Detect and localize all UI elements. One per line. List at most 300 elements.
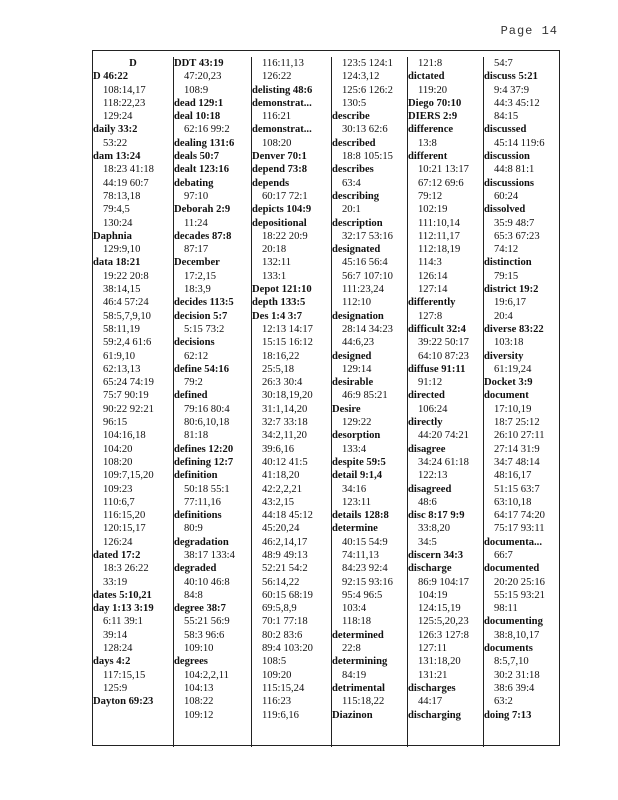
index-term: distinction: [484, 257, 532, 269]
index-page-ref: 62:16 99:2: [184, 124, 230, 136]
index-page-ref: 122:13: [418, 470, 448, 482]
index-term: deals 50:7: [174, 151, 220, 163]
index-page-ref: 108:9: [184, 84, 209, 96]
index-term: day 1:13 3:19: [93, 603, 154, 615]
index-column-2: [173, 57, 251, 747]
index-term: Deborah 2:9: [174, 204, 231, 216]
index-page-ref: 104:20: [103, 443, 133, 455]
index-page-ref: 38:6 39:4: [494, 682, 535, 694]
index-page-ref: 65:3 67:23: [494, 230, 540, 242]
index-term: details 128:8: [332, 510, 389, 522]
index-page-ref: 102:19: [418, 204, 448, 216]
index-page-ref: 55:15 93:21: [494, 589, 545, 601]
index-page-ref: 28:14 34:23: [342, 323, 393, 335]
index-term: district 19:2: [484, 284, 539, 296]
index-page-ref: 130:24: [103, 217, 133, 229]
index-page-ref: 103:18: [494, 337, 524, 349]
index-page-ref: 79:2: [184, 377, 203, 389]
index-page-ref: 109:20: [262, 669, 292, 681]
index-term: discussion: [484, 151, 530, 163]
index-page-ref: 111:23,24: [342, 284, 384, 296]
index-page-ref: 33:19: [103, 576, 128, 588]
index-term: definition: [174, 470, 218, 482]
index-page-ref: 15:15 16:12: [262, 337, 313, 349]
index-term: December: [174, 257, 220, 269]
index-page-ref: 59:2,4 61:6: [103, 337, 152, 349]
index-page-ref: 58:11,19: [103, 323, 140, 335]
index-page-ref: 60:24: [494, 190, 519, 202]
index-page-ref: 18:23 41:18: [103, 164, 154, 176]
index-page-ref: 54:7: [494, 58, 513, 69]
index-page-ref: 34:7 48:14: [494, 456, 540, 468]
index-page-ref: 128:24: [103, 643, 133, 655]
index-term: define 54:16: [174, 363, 230, 375]
index-page-ref: 63:2: [494, 696, 513, 708]
index-page-ref: 20:20 25:16: [494, 576, 545, 588]
index-page-ref: 18:16,22: [262, 350, 300, 362]
index-page-ref: 87:17: [184, 244, 209, 256]
index-page-ref: 127:14: [418, 284, 448, 296]
index-term: decides 113:5: [174, 297, 234, 309]
index-term: despite 59:5: [332, 456, 386, 468]
index-page-ref: 119:6,16: [262, 709, 299, 721]
index-page-ref: 41:18,20: [262, 470, 300, 482]
index-term: degraded: [174, 563, 217, 575]
index-page-ref: 46:4 57:24: [103, 297, 149, 309]
index-term: discuss 5:21: [484, 71, 538, 83]
index-term: disc 8:17 9:9: [408, 510, 465, 522]
index-term: different: [408, 151, 448, 163]
index-page-ref: 104:13: [184, 682, 214, 694]
index-page-ref: 117:15,15: [103, 669, 146, 681]
index-page-ref: 5:15 73:2: [184, 323, 225, 335]
index-page-ref: 10:21 13:17: [418, 164, 469, 176]
index-term: diffuse 91:11: [408, 363, 466, 375]
index-page-ref: 108:22: [184, 696, 214, 708]
index-term: discussions: [484, 177, 535, 189]
index-term: designed: [332, 350, 372, 362]
index-page-ref: 48:6: [418, 496, 437, 508]
index-term: depend 73:8: [252, 164, 308, 176]
index-page-ref: 75:7 90:19: [103, 390, 149, 402]
index-term: directed: [408, 390, 445, 402]
index-page-ref: 12:13 14:17: [262, 323, 313, 335]
index-term: desorption: [332, 430, 381, 442]
index-page-ref: 131:18,20: [418, 656, 461, 668]
index-page-ref: 79:12: [418, 190, 443, 202]
index-page-ref: 109:7,15,20: [103, 470, 154, 482]
index-page-ref: 112:11,17: [418, 230, 460, 242]
index-page-ref: 120:15,17: [103, 523, 146, 535]
index-page-ref: 116:21: [262, 111, 292, 123]
index-page-ref: 80:9: [184, 523, 203, 535]
index-page-ref: 131:21: [418, 669, 448, 681]
index-page-ref: 89:4 103:20: [262, 643, 313, 655]
index-page-ref: 127:11: [418, 643, 448, 655]
index-page-ref: 46:2,14,17: [262, 536, 308, 548]
index-term: describe: [332, 111, 370, 123]
index-page-ref: 69:5,8,9: [262, 603, 297, 615]
index-term: discussed: [484, 124, 527, 136]
index-page-ref: 38:17 133:4: [184, 549, 235, 561]
index-page-ref: 109:12: [184, 709, 214, 721]
index-page-ref: 115:15,24: [262, 682, 305, 694]
index-page-ref: 103:4: [342, 603, 367, 615]
index-page-ref: 20:18: [262, 244, 287, 256]
index-page-ref: 108:20: [262, 137, 292, 149]
index-column-1: [93, 57, 173, 747]
index-page-ref: 77:11,16: [184, 496, 221, 508]
index-page-ref: 66:7: [494, 549, 513, 561]
index-term: dates 5:10,21: [93, 589, 152, 601]
index-page-ref: 61:19,24: [494, 363, 532, 375]
index-page-ref: 45:20,24: [262, 523, 300, 535]
index-term: Diazinon: [332, 709, 373, 721]
index-term: designation: [332, 310, 384, 322]
index-term: depicts 104:9: [252, 204, 312, 216]
index-term: desirable: [332, 377, 374, 389]
index-page-ref: 119:20: [418, 84, 448, 96]
index-page-ref: 92:15 93:16: [342, 576, 393, 588]
index-page-ref: 6:11 39:1: [103, 616, 143, 628]
index-page-ref: 19:22 20:8: [103, 270, 149, 282]
index-page-ref: 129:9,10: [103, 244, 141, 256]
index-page-ref: 132:11: [262, 257, 292, 269]
index-page-ref: 34:2,11,20: [262, 430, 307, 442]
index-term: delisting 48:6: [252, 84, 313, 96]
index-term: Dayton 69:23: [93, 696, 154, 708]
index-page-ref: 44:17: [418, 696, 443, 708]
index-page-ref: 30:13 62:6: [342, 124, 388, 136]
index-page-ref: 118:18: [342, 616, 372, 628]
index-term: decision 5:7: [174, 310, 228, 322]
index-term: disagree: [408, 443, 446, 455]
index-page-ref: 116:11,13: [262, 58, 304, 69]
index-page-ref: 109:10: [184, 643, 214, 655]
index-term: documenting: [484, 616, 543, 628]
index-term: difficult 32:4: [408, 323, 466, 335]
index-term: diverse 83:22: [484, 323, 544, 335]
index-page-ref: 38:14,15: [103, 284, 141, 296]
index-page-ref: 34:24 61:18: [418, 456, 469, 468]
index-term: decades 87:8: [174, 230, 232, 242]
index-term: depth 133:5: [252, 297, 306, 309]
index-term: defining 12:7: [174, 456, 234, 468]
index-page-ref: 97:10: [184, 190, 209, 202]
index-page-ref: 129:14: [342, 363, 372, 375]
index-page-ref: 91:12: [418, 377, 443, 389]
index-page-ref: 126:14: [418, 270, 448, 282]
index-term: determining: [332, 656, 388, 668]
index-term: designated: [332, 244, 381, 256]
index-page-ref: 109:23: [103, 483, 133, 495]
index-term: DDT 43:19: [174, 58, 224, 69]
index-page-ref: 18:7 25:12: [494, 417, 540, 429]
index-page-ref: 79:15: [494, 270, 519, 282]
index-term: described: [332, 137, 376, 149]
index-page-ref: 106:24: [418, 403, 448, 415]
index-page-ref: 84:19: [342, 669, 367, 681]
index-page-ref: 62:13,13: [103, 363, 141, 375]
index-page-ref: 25:5,18: [262, 363, 295, 375]
index-term: documents: [484, 643, 533, 655]
index-page-ref: 60:17 72:1: [262, 190, 308, 202]
index-term: dead 129:1: [174, 97, 224, 109]
index-page-ref: 90:22 92:21: [103, 403, 154, 415]
index-term: D 46:22: [93, 71, 129, 83]
index-page-ref: 80:6,10,18: [184, 417, 230, 429]
index-page-ref: 44:6,23: [342, 337, 375, 349]
index-page-ref: 20:1: [342, 204, 361, 216]
index-page-ref: 111:10,14: [418, 217, 460, 229]
index-page-ref: 18:3 26:22: [103, 563, 149, 575]
index-page-ref: 39:22 50:17: [418, 337, 469, 349]
index-page-ref: 47:20,23: [184, 71, 222, 83]
index-term: demonstrat...: [252, 97, 312, 109]
index-column-4: [331, 57, 407, 747]
index-term: detrimental: [332, 682, 385, 694]
index-page-ref: 48:16,17: [494, 470, 532, 482]
index-page-ref: 108:14,17: [103, 84, 146, 96]
index-page-ref: 74:12: [494, 244, 519, 256]
index-page-ref: 35:9 48:7: [494, 217, 535, 229]
index-page-ref: 18:22 20:9: [262, 230, 308, 242]
index-page-ref: 116:23: [262, 696, 292, 708]
index-page-ref: 44:18 45:12: [262, 510, 313, 522]
index-page-ref: 32:17 53:16: [342, 230, 393, 242]
index-term: discharges: [408, 682, 456, 694]
index-term: demonstrat...: [252, 124, 312, 136]
index-term: debating: [174, 177, 214, 189]
index-page-ref: 33:8,20: [418, 523, 451, 535]
index-term: degradation: [174, 536, 229, 548]
index-term: degrees: [174, 656, 208, 668]
index-term: dissolved: [484, 204, 526, 216]
index-page-ref: 26:3 30:4: [262, 377, 303, 389]
index-page-ref: 126:24: [103, 536, 133, 548]
index-page-ref: 18:3,9: [184, 284, 211, 296]
index-page-ref: 78:13,18: [103, 190, 141, 202]
index-page-ref: 70:1 77:18: [262, 616, 308, 628]
index-term: DIERS 2:9: [408, 111, 458, 123]
index-page-ref: 74:11,13: [342, 549, 379, 561]
index-page-ref: 45:14 119:6: [494, 137, 545, 149]
index-term: diversity: [484, 350, 524, 362]
index-page-ref: 40:15 54:9: [342, 536, 388, 548]
index-page-ref: 26:10 27:11: [494, 430, 545, 442]
index-page-ref: 42:2,2,21: [262, 483, 303, 495]
index-term: describes: [332, 164, 374, 176]
index-page-ref: 48:9 49:13: [262, 549, 308, 561]
index-page-ref: 56:14,22: [262, 576, 300, 588]
index-page-ref: 44:3 45:12: [494, 97, 540, 109]
index-term: Denver 70:1: [252, 151, 307, 163]
index-page-ref: 67:12 69:6: [418, 177, 464, 189]
index-page-ref: 75:17 93:11: [494, 523, 545, 535]
index-page-ref: 46:9 85:21: [342, 390, 388, 402]
index-term: Docket 3:9: [484, 377, 533, 389]
index-page-ref: 114:3: [418, 257, 442, 269]
index-page-ref: 124:15,19: [418, 603, 461, 615]
index-page-ref: 126:3 127:8: [418, 629, 469, 641]
index-term: detail 9:1,4: [332, 470, 383, 482]
index-term: doing 7:13: [484, 709, 532, 721]
index-term: describing: [332, 190, 380, 202]
index-page-ref: 40:12 41:5: [262, 456, 308, 468]
index-term: days 4:2: [93, 656, 131, 668]
index-term: Daphnia: [93, 230, 132, 242]
index-column-5: [407, 57, 483, 747]
index-page-ref: 19:6,17: [494, 297, 527, 309]
index-page-ref: 62:12: [184, 350, 209, 362]
index-page-ref: 17:2,15: [184, 270, 217, 282]
index-term: difference: [408, 124, 454, 136]
index-page-ref: 130:5: [342, 97, 367, 109]
index-page-ref: 115:18,22: [342, 696, 385, 708]
index-page-ref: 27:14 31:9: [494, 443, 540, 455]
index-page-ref: 13:8: [418, 137, 437, 149]
index-page-ref: 133:4: [342, 443, 367, 455]
index-page-ref: 112:18,19: [418, 244, 461, 256]
index-page-ref: 80:2 83:6: [262, 629, 303, 641]
index-page-ref: 127:8: [418, 310, 443, 322]
index-page-ref: 104:2,2,11: [184, 669, 229, 681]
index-page-ref: 55:21 56:9: [184, 616, 230, 628]
index-term: disagreed: [408, 483, 452, 495]
index-page-ref: 129:24: [103, 111, 133, 123]
index-page-ref: 38:8,10,17: [494, 629, 540, 641]
index-page-ref: 126:22: [262, 71, 292, 83]
index-page-ref: 133:1: [262, 270, 287, 282]
index-page-ref: 125:6 126:2: [342, 84, 393, 96]
index-page-ref: 17:10,19: [494, 403, 532, 415]
index-page-ref: 39:6,16: [262, 443, 295, 455]
index-page-ref: 84:23 92:4: [342, 563, 388, 575]
index-page-ref: 118:22,23: [103, 97, 146, 109]
index-page-ref: 64:17 74:20: [494, 510, 545, 522]
page-number: Page 14: [500, 24, 558, 38]
index-page-ref: 9:4 37:9: [494, 84, 530, 96]
index-page-ref: 86:9 104:17: [418, 576, 469, 588]
index-term: depends: [252, 177, 290, 189]
index-term: deal 10:18: [174, 111, 221, 123]
index-page-ref: 108:5: [262, 656, 287, 668]
index-page-ref: 64:10 87:23: [418, 350, 469, 362]
index-page-ref: 34:5: [418, 536, 437, 548]
index-term: documenta...: [484, 536, 542, 548]
index-page-ref: 11:24: [184, 217, 208, 229]
index-page-ref: 20:4: [494, 310, 513, 322]
index-page-ref: 123:11: [342, 496, 372, 508]
index-page-ref: 52:21 54:2: [262, 563, 308, 575]
index-term: document: [484, 390, 529, 402]
index-page-ref: 39:14: [103, 629, 128, 641]
index-term: degree 38:7: [174, 603, 226, 615]
index-page-ref: 81:18: [184, 430, 209, 442]
index-page-ref: 50:18 55:1: [184, 483, 230, 495]
index-page-ref: 124:3,12: [342, 71, 380, 83]
index-page-ref: 32:7 33:18: [262, 417, 308, 429]
index-page-ref: 104:19: [418, 589, 448, 601]
index-term: defined: [174, 390, 208, 402]
index-page-ref: 18:8 105:15: [342, 151, 393, 163]
index-page-ref: 123:5 124:1: [342, 58, 393, 69]
index-page-ref: 95:4 96:5: [342, 589, 383, 601]
index-page-ref: 63:4: [342, 177, 361, 189]
index-page-ref: 31:1,14,20: [262, 403, 308, 415]
index-page-ref: 79:4,5: [103, 204, 130, 216]
index-page-ref: 22:8: [342, 643, 361, 655]
index-page-ref: 104:16,18: [103, 430, 146, 442]
index-page-ref: 63:10,18: [494, 496, 532, 508]
index-term: dated 17:2: [93, 549, 141, 561]
index-term: differently: [408, 297, 456, 309]
index-page-ref: 44:8 81:1: [494, 164, 535, 176]
index-page-ref: 96:15: [103, 417, 128, 429]
index-term: Des 1:4 3:7: [252, 310, 303, 322]
index-term: decisions: [174, 337, 215, 349]
index-page-ref: 98:11: [494, 603, 518, 615]
index-term: dealt 123:16: [174, 164, 230, 176]
index-term: dealing 131:6: [174, 137, 235, 149]
index-term: Desire: [332, 403, 361, 415]
index-term: determined: [332, 629, 384, 641]
index-term: discharge: [408, 563, 452, 575]
index-page-ref: 125:9: [103, 682, 128, 694]
index-term: discern 34:3: [408, 549, 464, 561]
index-page-ref: 84:8: [184, 589, 203, 601]
index-page-ref: 44:19 60:7: [103, 177, 149, 189]
index-column-6: [483, 57, 561, 747]
index-frame: [92, 50, 560, 746]
index-term: depositional: [252, 217, 307, 229]
index-term: dictated: [408, 71, 445, 83]
index-page-ref: 34:16: [342, 483, 367, 495]
index-page-ref: 30:2 31:18: [494, 669, 540, 681]
index-column-3: [251, 57, 331, 747]
index-page-ref: 43:2,15: [262, 496, 295, 508]
index-term: Depot 121:10: [252, 284, 312, 296]
index-term: documented: [484, 563, 540, 575]
index-page-ref: 40:10 46:8: [184, 576, 230, 588]
index-page-ref: 112:10: [342, 297, 372, 309]
index-page-ref: 53:22: [103, 137, 128, 149]
index-page-ref: 44:20 74:21: [418, 430, 469, 442]
index-page-ref: 84:15: [494, 111, 519, 123]
index-page-ref: 129:22: [342, 417, 372, 429]
index-page-ref: 58:5,7,9,10: [103, 310, 151, 322]
section-letter-heading: D: [129, 58, 137, 69]
index-term: definitions: [174, 510, 222, 522]
index-term: discharging: [408, 709, 461, 721]
index-page-ref: 8:5,7,10: [494, 656, 529, 668]
index-page-ref: 60:15 68:19: [262, 589, 313, 601]
index-page-ref: 79:16 80:4: [184, 403, 230, 415]
index-page-ref: 108:20: [103, 456, 133, 468]
index-page-ref: 61:9,10: [103, 350, 136, 362]
index-page-ref: 121:8: [418, 58, 443, 69]
index-term: dam 13:24: [93, 151, 141, 163]
index-page-ref: 30:18,19,20: [262, 390, 313, 402]
index-page-ref: 56:7 107:10: [342, 270, 393, 282]
index-page-ref: 51:15 63:7: [494, 483, 540, 495]
index-term: daily 33:2: [93, 124, 138, 136]
index-page-ref: 110:6,7: [103, 496, 135, 508]
index-term: directly: [408, 417, 443, 429]
index-page-ref: 45:16 56:4: [342, 257, 388, 269]
index-page-ref: 58:3 96:6: [184, 629, 225, 641]
index-term: data 18:21: [93, 257, 141, 269]
